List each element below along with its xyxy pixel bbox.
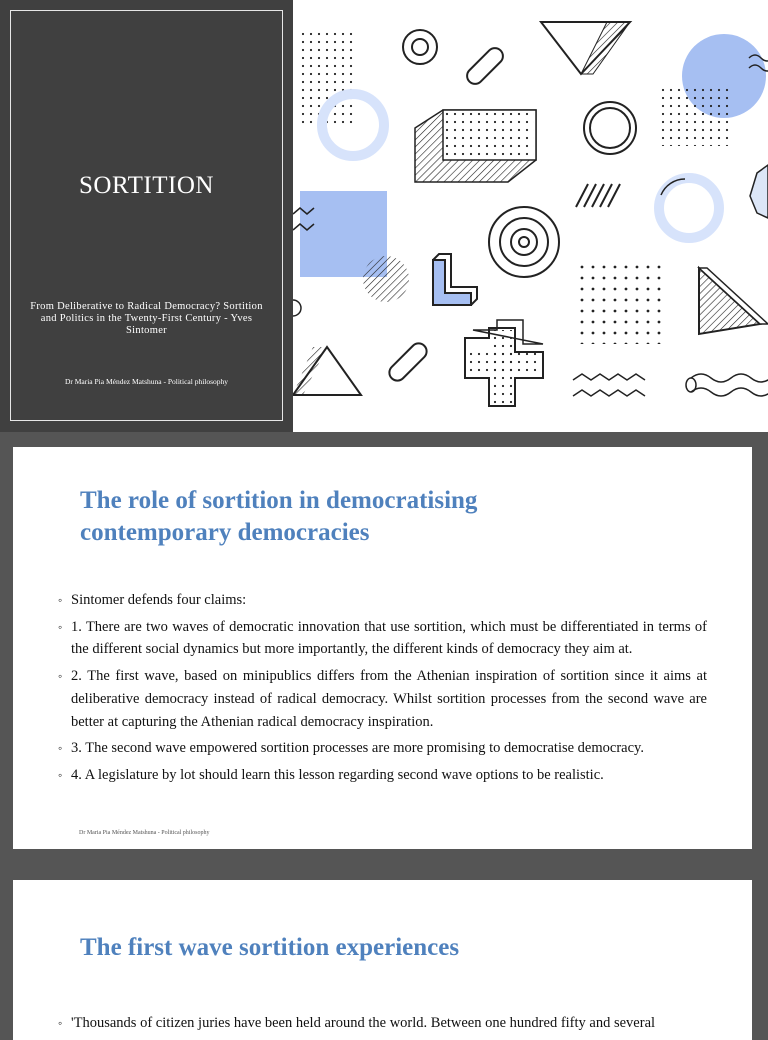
slide-footer: Dr Maria Pia Méndez Matshuna - Political philosophy <box>79 830 210 836</box>
slide-title <box>80 485 477 549</box>
zigzag-icon <box>573 374 645 396</box>
slide-sortition-role <box>13 447 752 849</box>
list-item: ◦ 'Thousands of citizen juries have been held around the world. Between one hundred fifty and several <box>58 1012 720 1034</box>
cross-block-icon <box>465 320 543 406</box>
cover-title: SORTITION <box>79 172 214 199</box>
cover-slide <box>0 0 768 432</box>
cover-frame <box>10 10 283 421</box>
pyramid-icon <box>699 268 760 334</box>
list-item: ◦ 2. The first wave, based on minipublics differs from the Athenian inspiration of sortition since it aims at deliberative democracy instead of radical democracy. Whilst sortition processes from the second wave are better at capturing the Athenian radical democracy inspiration. <box>58 665 707 733</box>
cover-subtitle: From Deliberative to Radical Democracy? Sortition and Politics in the Twenty-First Century - Yves Sintomer <box>30 301 263 336</box>
list-item: ◦ 3. The second wave empowered sortition processes are more promising to democratise democracy. <box>58 737 707 760</box>
slide-title-line: contemporary democracies <box>80 519 370 546</box>
slide-first-wave <box>13 880 752 1040</box>
list-item: ◦ 1. There are two waves of democratic innovation that use sortition, which must be differentiated in terms of the different social dynamics but more importantly, the different kinds of democracy they aim at. <box>58 616 707 661</box>
slash-lines-icon <box>576 184 620 207</box>
geometric-decoration <box>293 0 768 432</box>
hatched-circle <box>363 256 409 302</box>
slide-title-line: The role of sortition in democratising <box>80 487 478 514</box>
list-item: ◦ 4. A legislature by lot should learn this lesson regarding second wave options to be realistic. <box>58 764 707 787</box>
slide-title: The first wave sortition experiences <box>80 934 460 961</box>
cover-panel <box>0 0 293 432</box>
cover-author: Dr Maria Pia Méndez Matshuna - Political philosophy <box>64 377 229 386</box>
list-item: ◦ Sintomer defends four claims: <box>58 589 707 612</box>
capsule-icon <box>464 45 506 87</box>
bullet-list <box>58 589 707 791</box>
